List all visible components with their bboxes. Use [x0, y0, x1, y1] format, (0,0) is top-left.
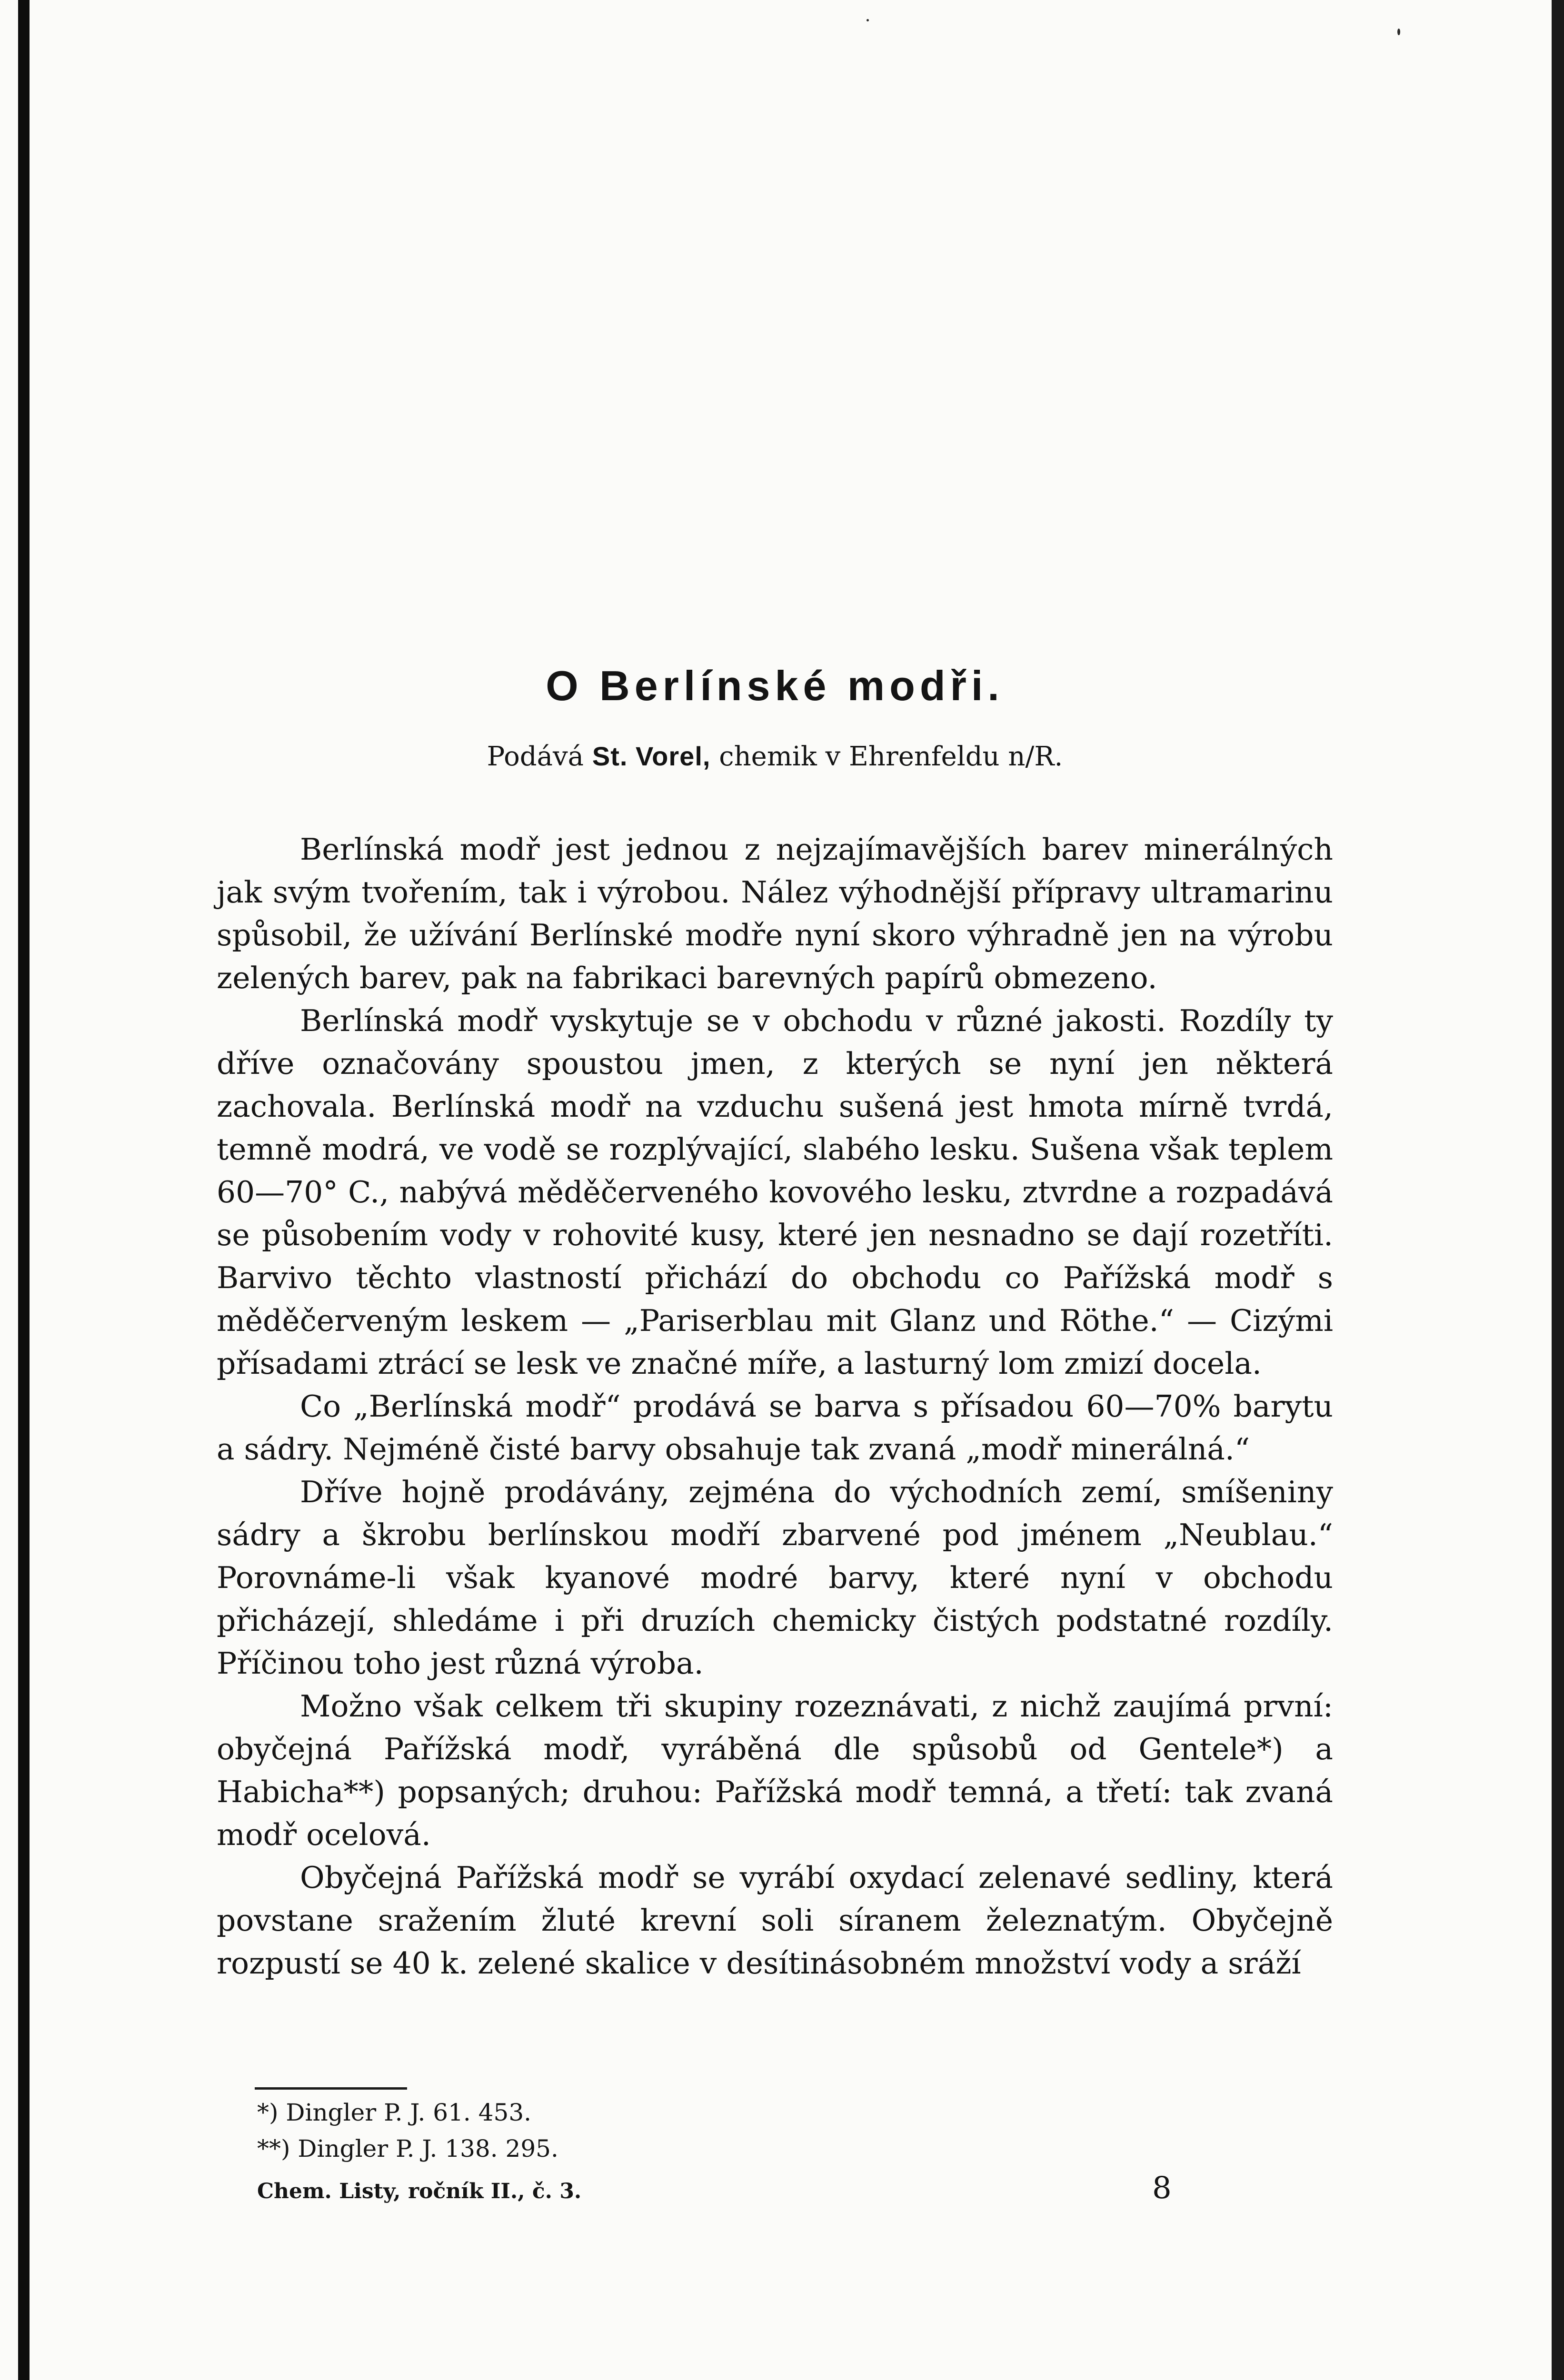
footnote: *) Dingler P. J. 61. 453.: [257, 2099, 532, 2126]
byline-suffix: chemik v Ehrenfeldu n/R.: [719, 741, 1063, 772]
book-spine-shadow: [18, 0, 30, 2380]
page-number: 8: [1152, 2171, 1172, 2206]
paragraph: Co „Berlínská modř“ prodává se barva s přísadou 60—70% barytu a sádry. Nejméně čisté barvy obsahuje tak zvaná „modř minerálná.“: [217, 1389, 1333, 1467]
page-footer: [257, 2171, 1209, 2209]
article-byline: [217, 741, 1333, 772]
page-edge-right: [1552, 0, 1564, 2380]
footnote: **) Dingler P. J. 138. 295.: [257, 2135, 558, 2162]
footnote-divider: [255, 2087, 407, 2090]
paragraph: Berlínská modř jest jednou z nejzajímavějších barev minerálných jak svým tvořením, tak i výrobou. Nález výhodnější přípravy ultramarinu spůsobil, že užívání Berlínské modře nyní skoro výhradně jen na výrobu zelených barev, pak na fabrikaci barevných papírů obmezeno.: [217, 832, 1333, 995]
paragraph: Berlínská modř vyskytuje se v obchodu v různé jakosti. Rozdíly ty dříve označovány spoustou jmen, z kterých se nyní jen některá zachovala. Berlínská modř na vzduchu sušená jest hmota mírně tvrdá, temně modrá, ve vodě se rozplývající, slabého lesku. Sušena však teplem 60—70° C., nabývá měděčerveného kovového lesku, ztvrdne a rozpadává se působením vody v rohovité kusy, které jen nesnadno se dají rozetříti. Barvivo těchto vlastností přichází do obchodu co Pařížská modř s měděčerveným leskem — „Pariserblau mit Glanz und Röthe.“ — Cizými přísadami ztrácí se lesk ve značné míře, a lasturný lom zmizí docela.: [217, 1003, 1333, 1381]
scan-speck: [1397, 29, 1400, 35]
author-name: St. Vorel,: [592, 741, 711, 771]
scan-speck: [867, 19, 869, 21]
paragraph: Možno však celkem tři skupiny rozeznávati, z nichž zaujímá první: obyčejná Pařížská modř, vyráběná dle spůsobů od Gentele*) a Habicha**) popsaných; druhou: Pařížská modř temná, a třetí: tak zvaná modř ocelová.: [217, 1689, 1333, 1852]
article-title: O Berlínské modři.: [546, 662, 1004, 709]
journal-citation: Chem. Listy, ročník II., č. 3.: [257, 2179, 582, 2203]
paragraph: Dříve hojně prodávány, zejména do východních zemí, smíšeniny sádry a škrobu berlínskou modří zbarvené pod jménem „Neublau.“ Porovnáme-li však kyanové modré barvy, které nyní v obchodu přicházejí, shledáme i při druzích chemicky čistých podstatné rozdíly. Příčinou toho jest různá výroba.: [217, 1475, 1333, 1681]
footnotes: [257, 2094, 1333, 2167]
byline-prefix: Podává: [487, 741, 584, 772]
article-body: [217, 662, 1333, 1985]
paragraph: Obyčejná Pařížská modř se vyrábí oxydací zelenavé sedliny, která povstane sražením žluté krevní soli síranem železnatým. Obyčejně rozpustí se 40 k. zelené skalice v desítinásobném množství vody a sráží: [217, 1860, 1333, 1981]
